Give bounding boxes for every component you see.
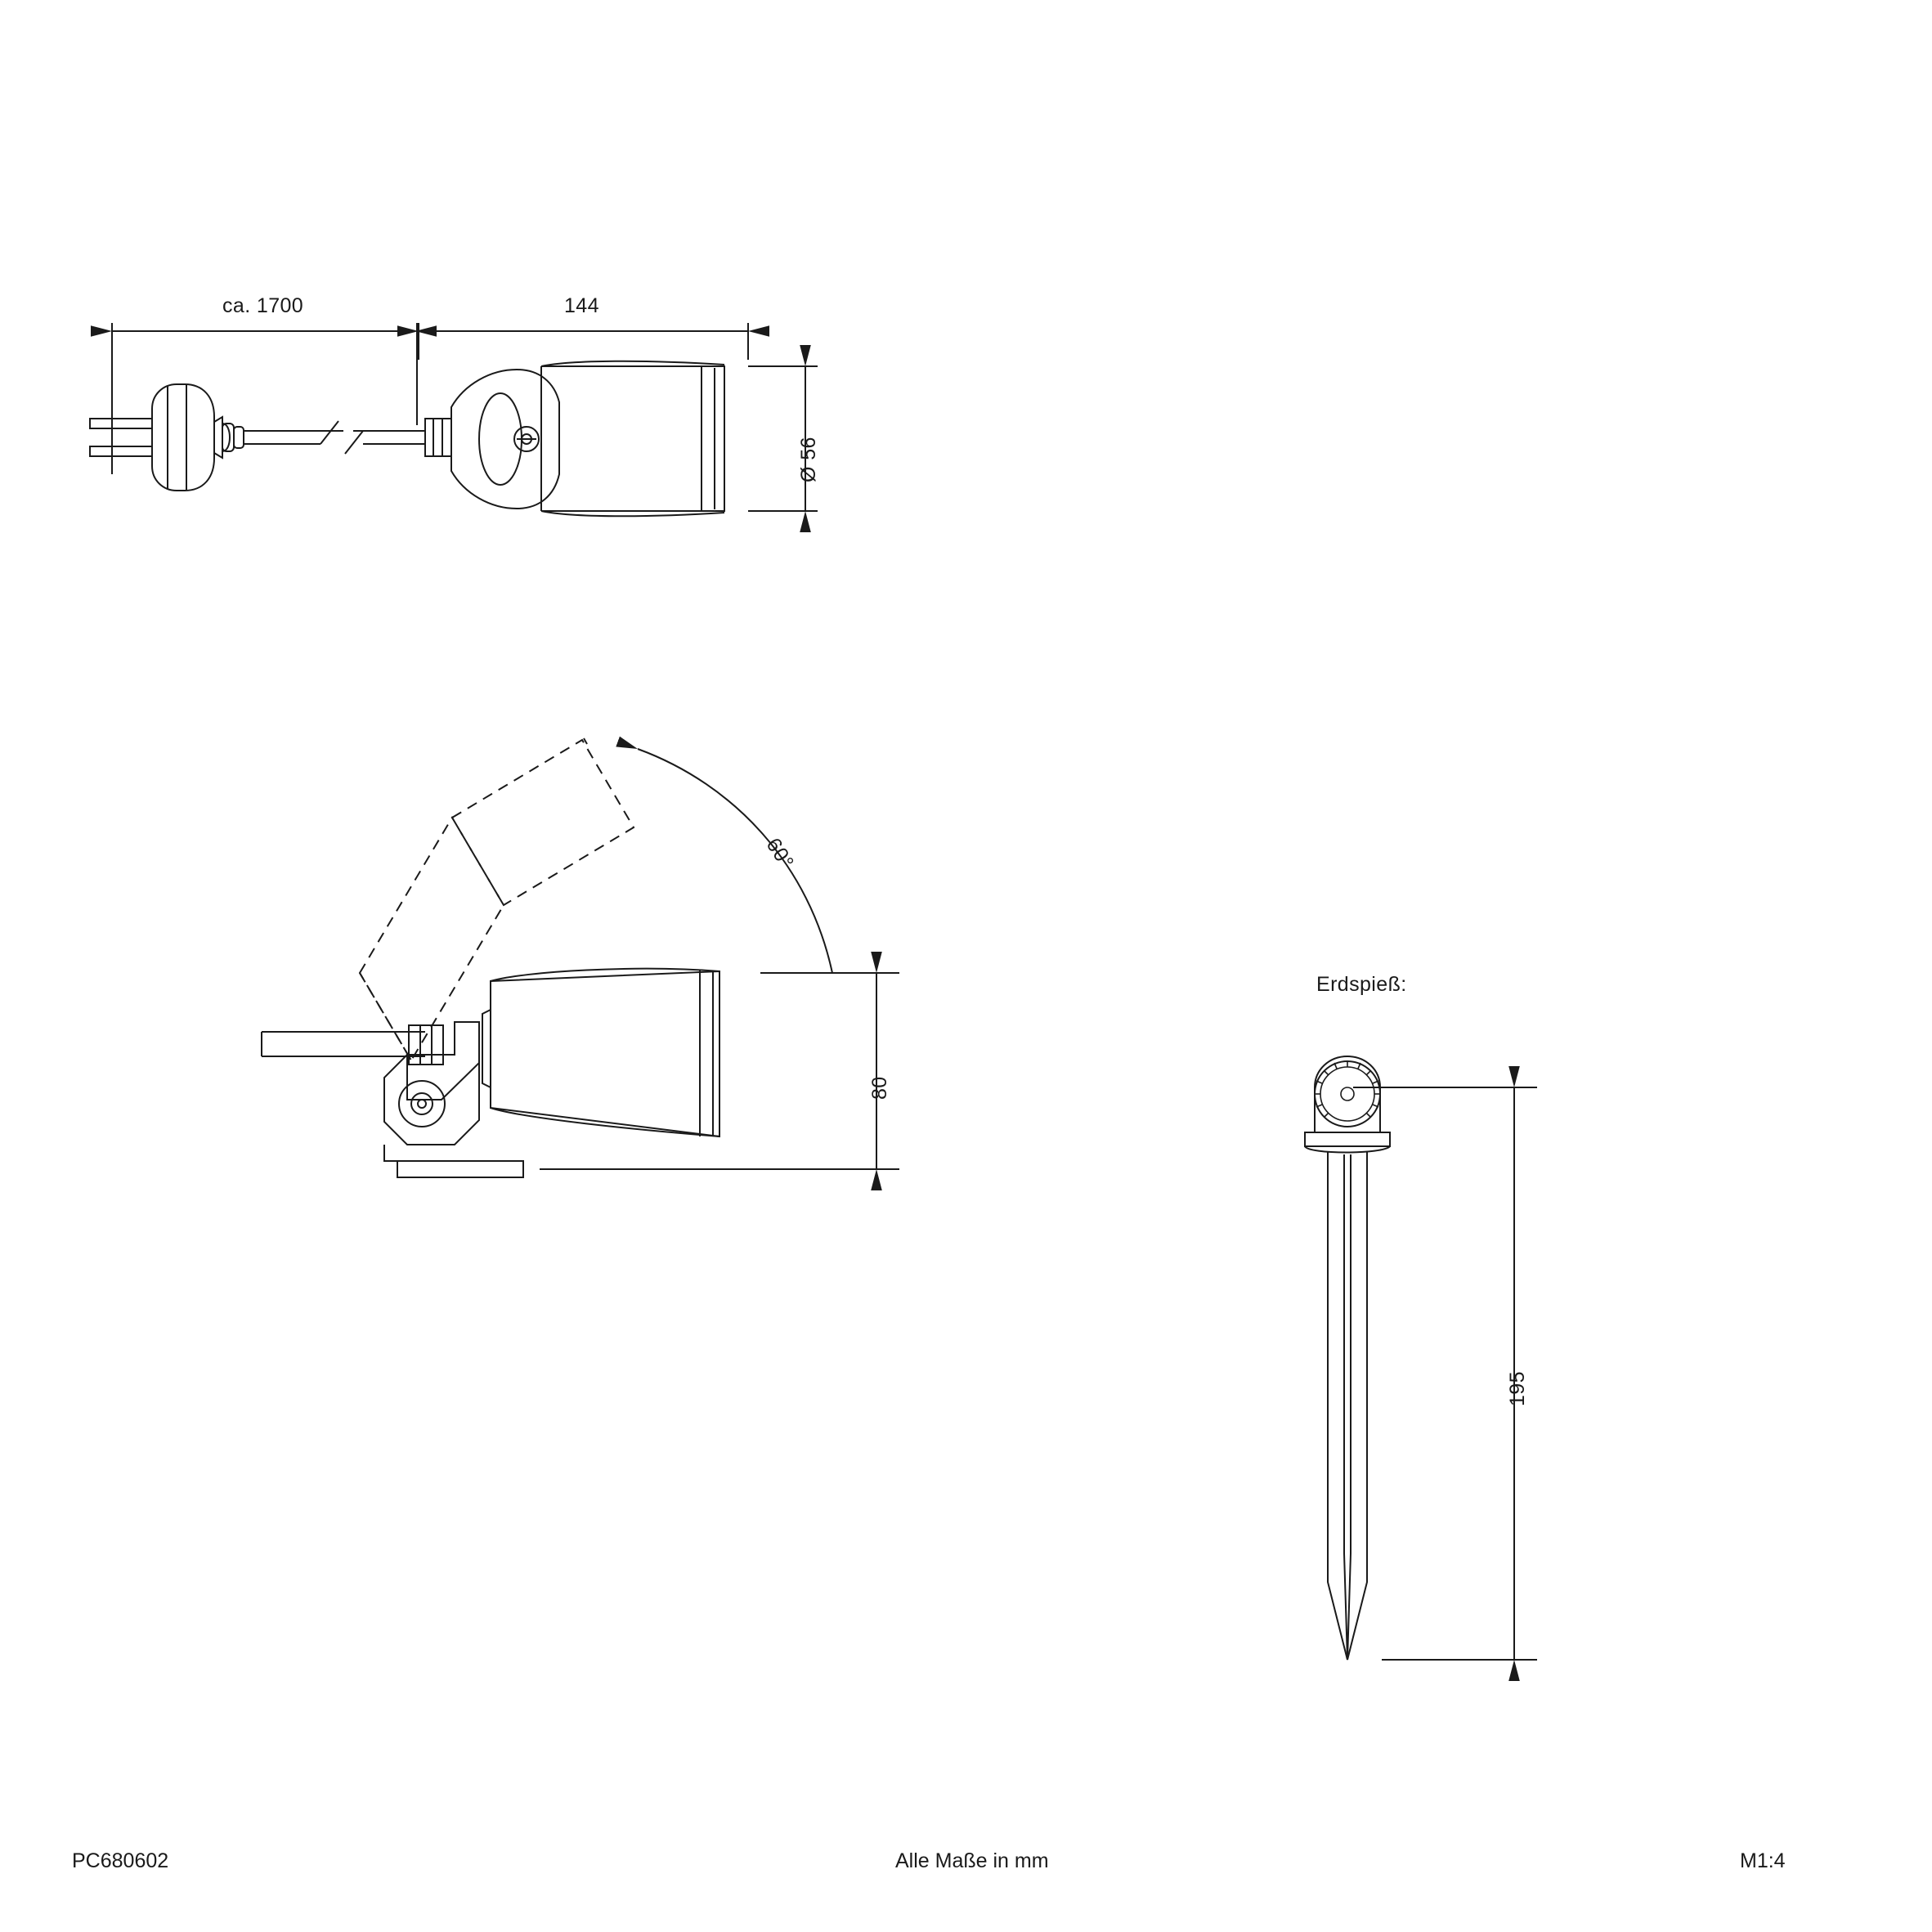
dim-label-spike-length: 195 [1506,1371,1529,1406]
dim-label-cable-length: ca. 1700 [222,294,304,317]
top-view-geometry [90,323,818,516]
spike-view-caption: Erdspieß: [1316,973,1407,996]
dim-label-body-diameter: Ø 56 [797,437,820,482]
drawing-number: PC680602 [72,1849,169,1872]
scale-note: M1:4 [1740,1849,1786,1872]
dim-label-body-length: 144 [564,294,599,317]
side-view-geometry [262,738,899,1177]
dim-label-tilt-angle: 60° [761,834,799,873]
spike-view-geometry [1305,1056,1537,1660]
dim-label-height: 80 [868,1076,891,1100]
units-note: Alle Maße in mm [895,1849,1049,1872]
